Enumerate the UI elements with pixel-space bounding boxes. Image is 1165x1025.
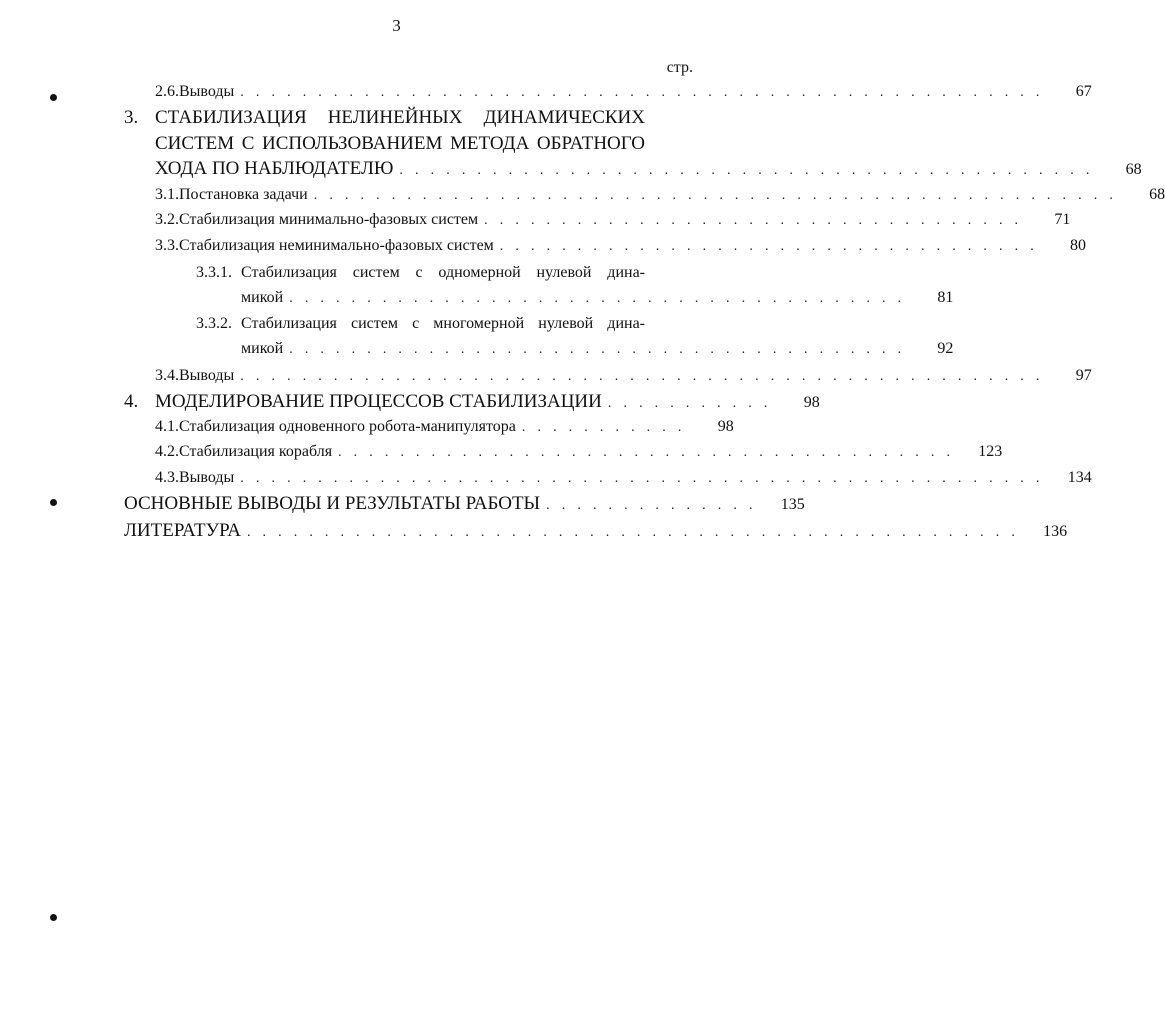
toc-number: 3.2. bbox=[155, 211, 179, 228]
toc-number: 2.6. bbox=[155, 83, 179, 100]
toc-leader: . . . . . . . . . . . . . . . . . . . . . . . . . . . . . . . . . . . . . . . . bbox=[289, 342, 906, 357]
toc-main-results[interactable] bbox=[124, 493, 805, 517]
toc-entry-3-3-1-title-line1[interactable]: Стабилизация систем с одномерной нулевой дина- bbox=[241, 264, 645, 281]
toc-entry-3-4[interactable] bbox=[155, 367, 1092, 391]
toc-entry-3-3-2-title-line2[interactable] bbox=[241, 340, 954, 364]
toc-page: 80 bbox=[1070, 237, 1086, 254]
toc-leader: . . . . . . . . . . . . . . . . . . . . . . . . . . . . . . . . . . . . . . . . . . . . . . . . . . bbox=[246, 525, 1020, 540]
toc-page: 68 bbox=[1125, 161, 1142, 178]
toc-leader: . . . . . . . . . . . . . . . . . . . . . . . . . . . . . . . . . . . . . . . . . . . . . . . . . . . . bbox=[240, 471, 1044, 486]
toc-entry-4-3[interactable] bbox=[155, 469, 1092, 493]
toc-number: 4.2. bbox=[155, 443, 179, 460]
toc-title: микой bbox=[241, 340, 284, 357]
toc-chapter-3-title-line2[interactable]: СИСТЕМ С ИСПОЛЬЗОВАНИЕМ МЕТОДА ОБРАТНОГО bbox=[155, 133, 645, 154]
toc-leader: . . . . . . . . . . . . . . . . . . . . . . . . . . . . . . . . . . . . . . . . bbox=[338, 445, 955, 460]
toc-entry-3-1[interactable] bbox=[155, 186, 1165, 210]
toc-number: 3.1. bbox=[155, 186, 179, 203]
toc-title: микой bbox=[241, 289, 284, 306]
toc-number: 4.3. bbox=[155, 469, 179, 486]
toc-leader: . . . . . . . . . . . bbox=[521, 420, 686, 435]
toc-page: 136 bbox=[1043, 523, 1068, 540]
toc-page: 123 bbox=[978, 443, 1003, 460]
toc-chapter-3-title-line1[interactable]: СТАБИЛИЗАЦИЯ НЕЛИНЕЙНЫХ ДИНАМИЧЕСКИХ bbox=[155, 107, 645, 128]
toc-page: 81 bbox=[937, 289, 954, 306]
toc-leader: . . . . . . . . . . . . . . bbox=[546, 498, 757, 513]
toc-chapter-4[interactable] bbox=[155, 391, 820, 415]
toc-title: ЛИТЕРАТУРА bbox=[124, 520, 241, 541]
toc-entry-3-3[interactable] bbox=[155, 237, 1086, 261]
toc-title: МОДЕЛИРОВАНИЕ ПРОЦЕССОВ СТАБИЛИЗАЦИИ bbox=[155, 391, 602, 412]
toc-title: Стабилизация одновенного робота-манипулятора bbox=[179, 418, 516, 435]
toc-title: ОСНОВНЫЕ ВЫВОДЫ И РЕЗУЛЬТАТЫ РАБОТЫ bbox=[124, 493, 541, 514]
toc-page: 134 bbox=[1067, 469, 1092, 486]
toc-page: 98 bbox=[803, 394, 820, 411]
toc-entry-3-3-2-number: 3.3.2. bbox=[196, 315, 232, 332]
toc-title: Постановка задачи bbox=[179, 186, 308, 203]
toc-number: 4.1. bbox=[155, 418, 179, 435]
toc-leader: . . . . . . . . . . . . . . . . . . . . . . . . . . . . . . . . . . . . . . . . . . . . . bbox=[399, 163, 1094, 178]
toc-leader: . . . . . . . . . . . . . . . . . . . . . . . . . . . . . . . . . . . bbox=[484, 213, 1023, 228]
toc-chapter-3-title-line3[interactable] bbox=[155, 158, 1142, 182]
toc-leader: . . . . . . . . . . . . . . . . . . . . . . . . . . . . . . . . . . . . . . . . bbox=[289, 291, 906, 306]
toc-leader: . . . . . . . . . . . . . . . . . . . . . . . . . . . . . . . . . . . . . . . . . . . . . . . . . . . . bbox=[240, 369, 1044, 384]
toc-page: 92 bbox=[937, 340, 954, 357]
toc-leader: . . . . . . . . . . . . . . . . . . . . . . . . . . . . . . . . . . . . . . . . . . . . . . . . . . . . bbox=[313, 188, 1118, 203]
toc-title: Выводы bbox=[179, 469, 235, 486]
toc-leader: . . . . . . . . . . . . . . . . . . . . . . . . . . . . . . . . . . . . . . . . . . . . . . . . . . . . bbox=[240, 85, 1044, 100]
toc-leader: . . . . . . . . . . . . . . . . . . . . . . . . . . . . . . . . . . . bbox=[499, 239, 1038, 254]
toc-entry-2-6[interactable] bbox=[155, 83, 1092, 107]
toc-page: 135 bbox=[780, 496, 805, 513]
toc-page: 67 bbox=[1075, 83, 1092, 100]
toc-title: Стабилизация корабля bbox=[179, 443, 333, 460]
punch-hole-bottom bbox=[50, 914, 57, 921]
toc-literature[interactable] bbox=[124, 520, 1068, 544]
toc-title: Стабилизация минимально-фазовых систем bbox=[179, 211, 479, 228]
toc-entry-3-3-1-title-line2[interactable] bbox=[241, 289, 954, 313]
punch-hole-top bbox=[50, 94, 57, 101]
toc-title: Выводы bbox=[179, 367, 235, 384]
toc-chapter-4-number: 4. bbox=[124, 391, 139, 412]
toc-title: ХОДА ПО НАБЛЮДАТЕЛЮ bbox=[155, 158, 394, 179]
punch-hole-middle bbox=[50, 499, 57, 506]
page-number: 3 bbox=[392, 16, 401, 35]
toc-entry-3-3-1-number: 3.3.1. bbox=[196, 264, 232, 281]
toc-entry-3-2[interactable] bbox=[155, 211, 1071, 235]
toc-leader: . . . . . . . . . . . bbox=[607, 396, 772, 411]
toc-page: 68 bbox=[1149, 186, 1165, 203]
toc-entry-4-2[interactable] bbox=[155, 443, 1003, 467]
toc-number: 3.4. bbox=[155, 367, 179, 384]
toc-entry-3-3-2-title-line1[interactable]: Стабилизация систем с многомерной нулевой дина- bbox=[241, 315, 645, 332]
toc-number: 3.3. bbox=[155, 237, 179, 254]
toc-title: Выводы bbox=[179, 83, 235, 100]
toc-title: Стабилизация неминимально-фазовых систем bbox=[179, 237, 494, 254]
toc-page: 98 bbox=[717, 418, 734, 435]
toc-page: 97 bbox=[1075, 367, 1092, 384]
toc-chapter-3-number: 3. bbox=[124, 107, 139, 128]
toc-entry-4-1[interactable] bbox=[155, 418, 734, 442]
toc-page: 71 bbox=[1054, 211, 1071, 228]
page-column-header: стр. bbox=[666, 59, 693, 76]
